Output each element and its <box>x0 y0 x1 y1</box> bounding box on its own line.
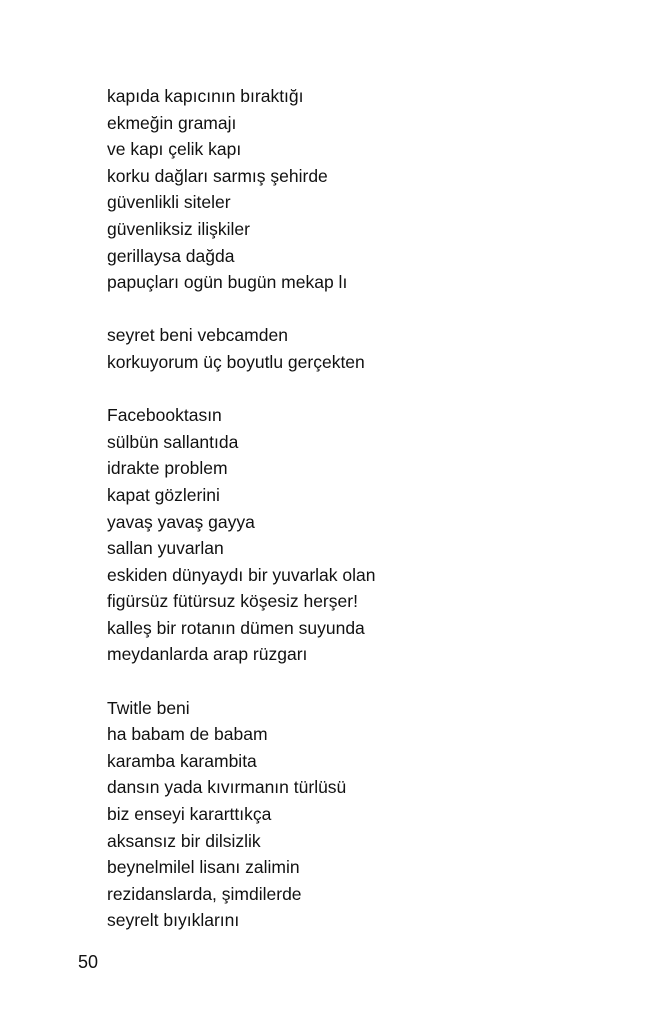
poem-line: kalleş bir rotanın dümen suyunda <box>107 617 365 638</box>
poem-line: Facebooktasın <box>107 405 222 426</box>
poem-line: rezidanslarda, şimdilerde <box>107 883 302 904</box>
poem-line: güvenliksiz ilişkiler <box>107 218 250 239</box>
poem <box>107 83 607 961</box>
page-number: 50 <box>78 952 99 972</box>
stanza <box>107 83 607 296</box>
poem-line: yavaş yavaş gayya <box>107 511 255 532</box>
poem-line: Twitle beni <box>107 697 190 718</box>
poem-line: korku dağları sarmış şehirde <box>107 165 328 186</box>
poem-line: ekmeğin gramajı <box>107 112 237 133</box>
poem-line: meydanlarda arap rüzgarı <box>107 644 308 665</box>
poem-line: korkuyorum üç boyutlu gerçekten <box>107 351 365 372</box>
poem-line: gerillaysa dağda <box>107 245 235 266</box>
poem-line: seyret beni vebcamden <box>107 325 288 346</box>
poem-line: sallan yuvarlan <box>107 538 224 559</box>
poem-line: seyrelt bıyıklarını <box>107 910 240 931</box>
poem-line: güvenlikli siteler <box>107 192 231 213</box>
poem-line: biz enseyi kararttıkça <box>107 804 272 825</box>
poem-line: ve kapı çelik kapı <box>107 139 242 160</box>
stanza <box>107 322 607 375</box>
poem-line: aksansız bir dilsizlik <box>107 830 261 851</box>
poem-line: beynelmilel lisanı zalimin <box>107 857 300 878</box>
poem-line: papuçları ogün bugün mekap lı <box>107 272 348 293</box>
poem-line: dansın yada kıvırmanın türlüsü <box>107 777 347 798</box>
stanza <box>107 695 607 934</box>
poem-line: sülbün sallantıda <box>107 431 239 452</box>
poem-line: kapat gözlerini <box>107 484 220 505</box>
stanza <box>107 402 607 668</box>
poem-line: figürsüz fütürsuz köşesiz herşer! <box>107 591 358 612</box>
poem-line: idrakte problem <box>107 458 228 479</box>
poem-line: ha babam de babam <box>107 724 268 745</box>
poem-line: karamba karambita <box>107 750 257 771</box>
poem-line: kapıda kapıcının bıraktığı <box>107 86 304 106</box>
poem-line: eskiden dünyaydı bir yuvarlak olan <box>107 564 376 585</box>
